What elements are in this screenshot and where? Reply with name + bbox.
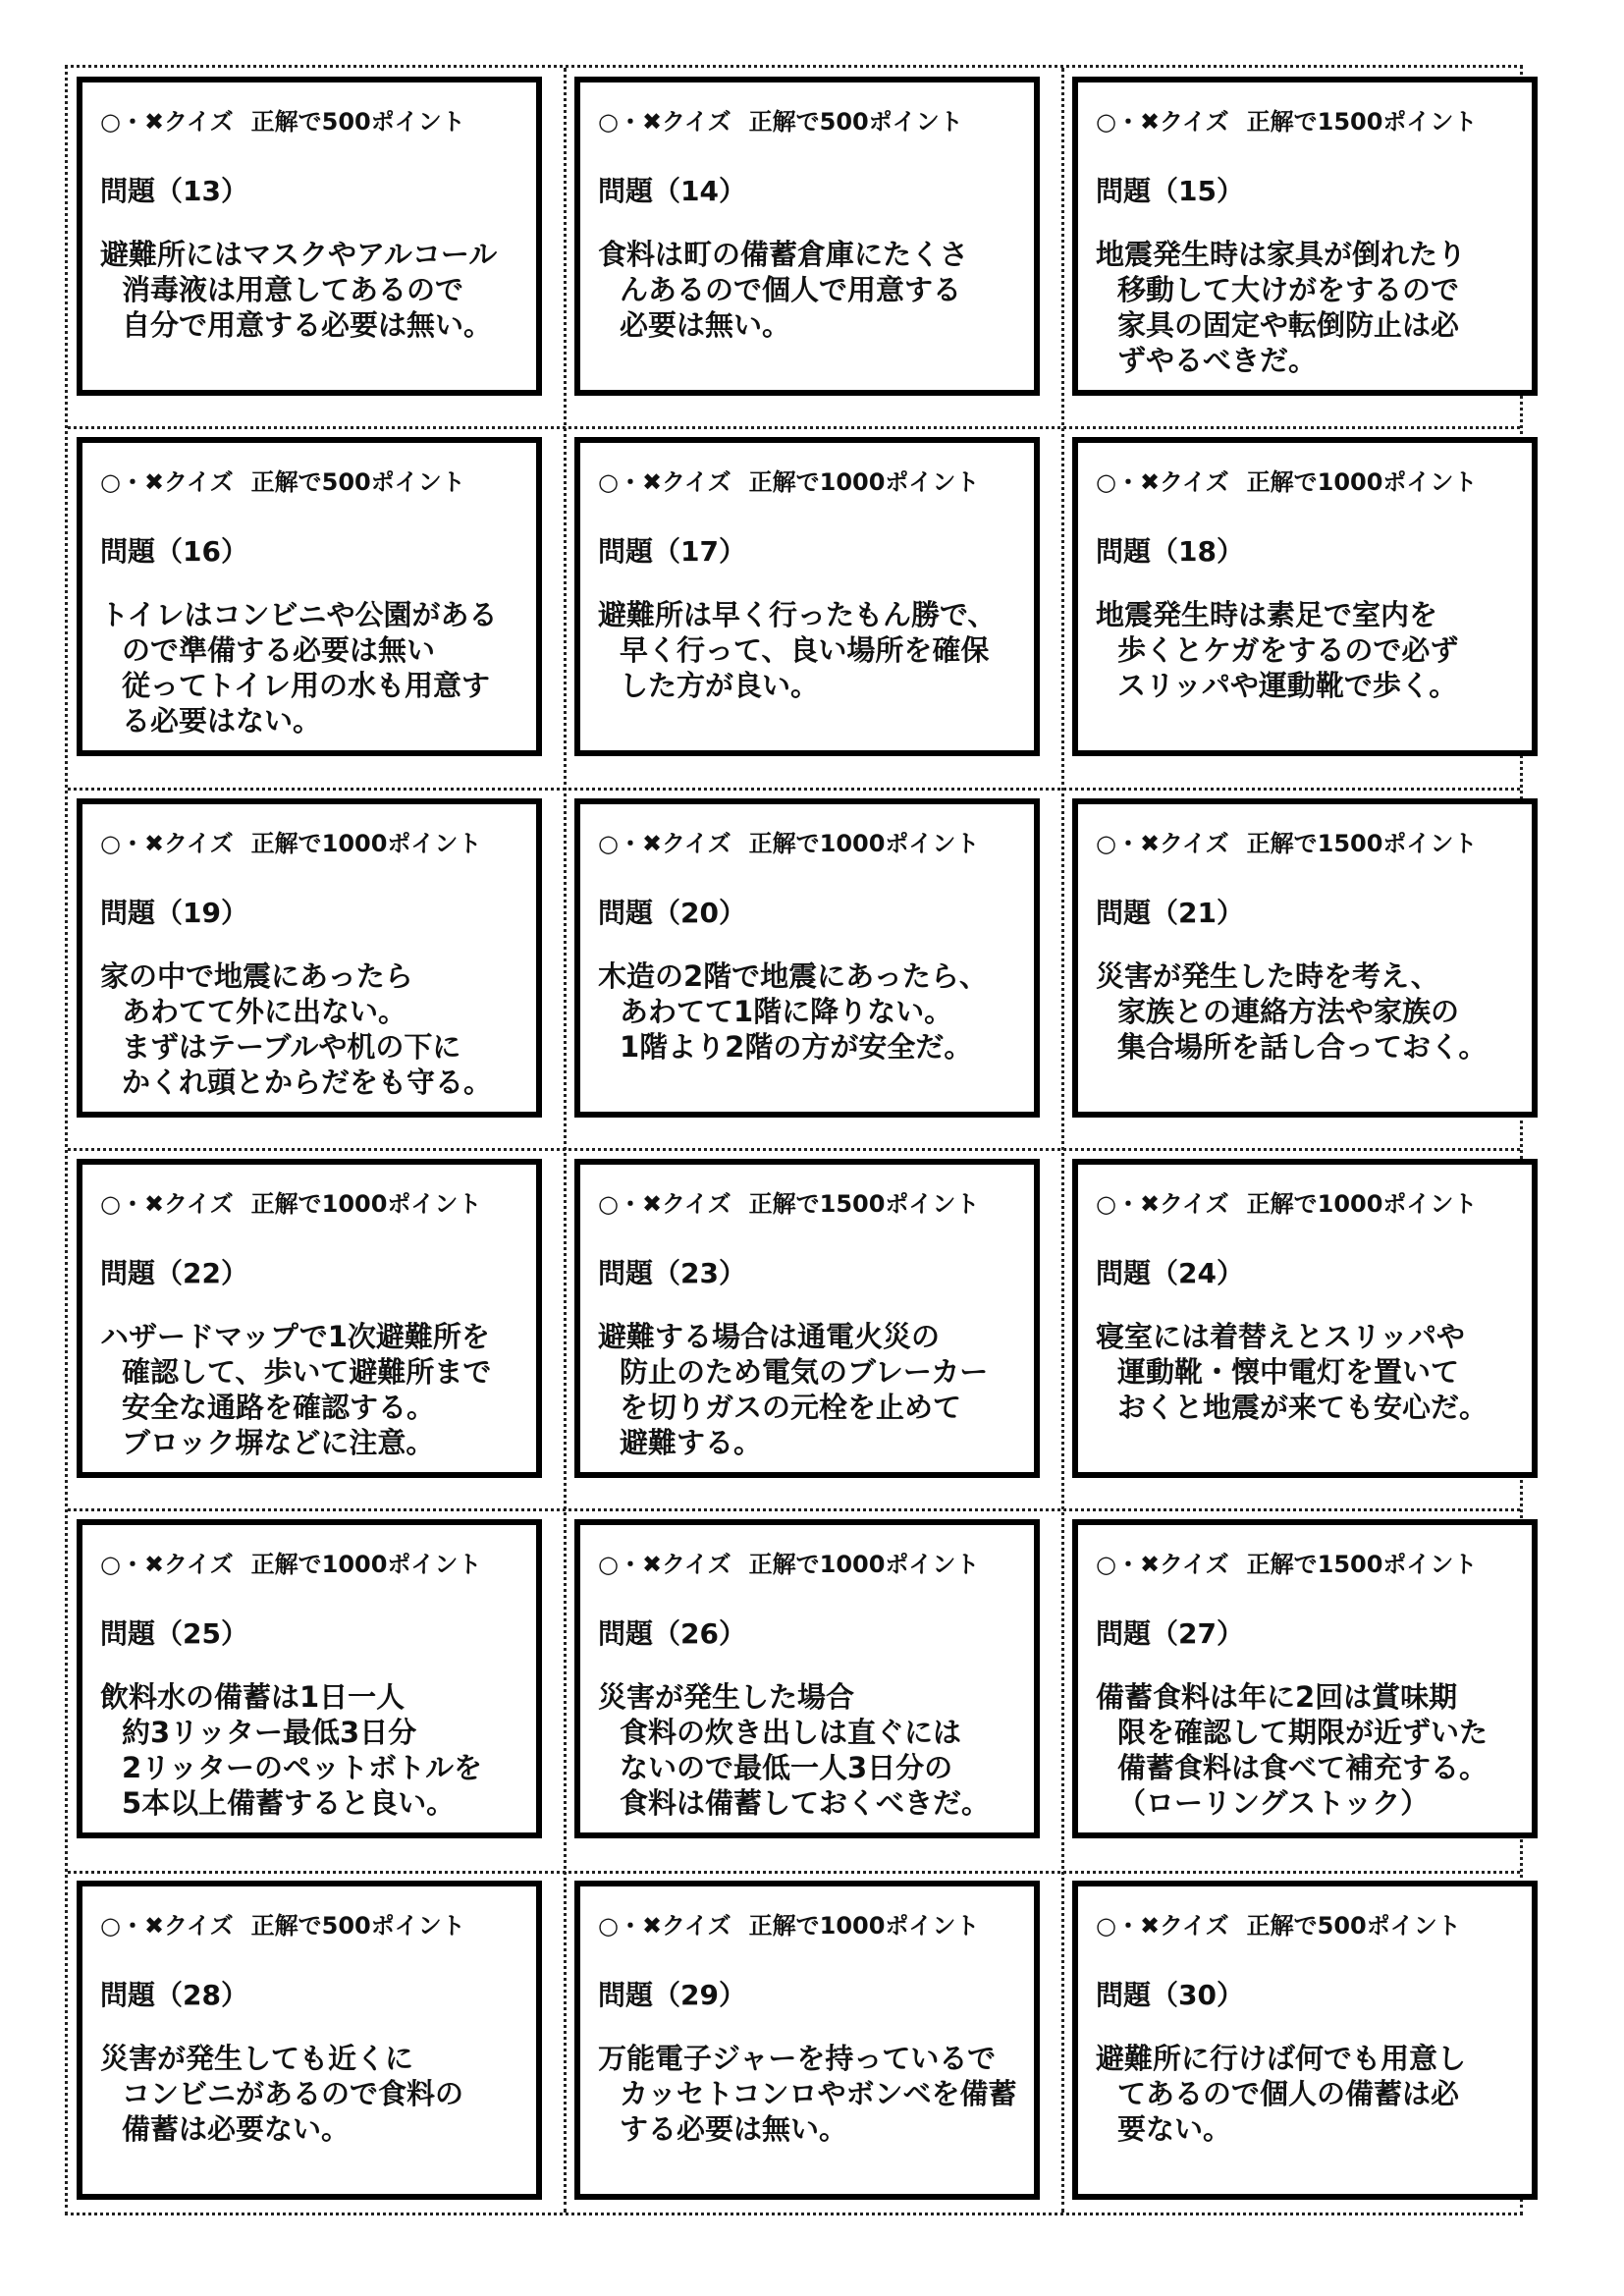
card-header [598, 824, 1016, 858]
question-line: した方が良い。 [620, 669, 820, 702]
card-header [598, 1184, 1016, 1219]
question-text [598, 1319, 1016, 1460]
quiz-type-label: ○・✖クイズ [598, 108, 731, 136]
cut-line-horizontal [68, 788, 1520, 791]
points-label: 正解で1500ポイント [748, 1190, 980, 1218]
question-text [100, 2041, 518, 2147]
question-text [100, 237, 518, 343]
question-number: 問題（19） [100, 897, 248, 929]
cut-line-vertical [564, 68, 567, 2213]
points-label: 正解で1000ポイント [250, 1551, 482, 1578]
points-label: 正解で1000ポイント [250, 830, 482, 857]
quiz-type-label: ○・✖クイズ [1096, 1190, 1229, 1218]
question-text [598, 958, 1016, 1065]
question-number: 問題（26） [598, 1617, 746, 1650]
cut-line-horizontal [68, 1148, 1520, 1151]
question-line: 5本以上備蓄すると良い。 [122, 1786, 456, 1820]
points-label: 正解で500ポイント [250, 1912, 465, 1940]
question-line: ずやるべきだ。 [1117, 344, 1318, 377]
points-label: 正解で500ポイント [250, 468, 465, 496]
question-text [1096, 597, 1514, 703]
card-header [598, 102, 1016, 137]
question-line: 必要は無い。 [620, 308, 791, 342]
quiz-card [77, 1881, 542, 2200]
question-line: 避難する。 [620, 1426, 763, 1459]
quiz-type-label: ○・✖クイズ [598, 468, 731, 496]
question-line: する必要は無い。 [620, 2112, 848, 2146]
quiz-type-label: ○・✖クイズ [100, 1912, 234, 1940]
card-header [598, 1545, 1016, 1579]
question-number: 問題（21） [1096, 897, 1244, 929]
quiz-type-label: ○・✖クイズ [1096, 1912, 1229, 1940]
question-text [598, 2041, 1016, 2147]
question-line: コンビニがあるので食料の [122, 2077, 464, 2110]
question-line: スリッパや運動靴で歩く。 [1117, 669, 1458, 702]
card-header [1096, 102, 1514, 137]
question-number: 問題（22） [100, 1257, 248, 1289]
question-line: 集合場所を話し合っておく。 [1117, 1030, 1488, 1064]
question-line: 歩くとケガをするので必ず [1117, 633, 1459, 667]
quiz-card [1072, 798, 1538, 1118]
question-line: 食料は町の備蓄倉庫にたくさ [598, 238, 969, 271]
quiz-type-label: ○・✖クイズ [598, 1912, 731, 1940]
cut-line-vertical [1061, 68, 1064, 2213]
quiz-card [574, 1519, 1040, 1838]
question-line: 地震発生時は家具が倒れたり [1096, 238, 1467, 271]
question-line: ブロック塀などに注意。 [122, 1426, 435, 1459]
question-text [100, 958, 518, 1100]
question-line: 家の中で地震にあったら [100, 959, 413, 993]
question-line: 移動して大けがをするので [1117, 273, 1460, 306]
points-label: 正解で1000ポイント [250, 1190, 482, 1218]
question-line: 家族との連絡方法や家族の [1117, 995, 1460, 1028]
card-header [100, 102, 518, 137]
question-line: 万能電子ジャーを持っているで [598, 2042, 997, 2075]
question-line: 地震発生時は素足で室内を [1096, 598, 1438, 631]
card-header [598, 463, 1016, 497]
question-line: （ローリングストック） [1117, 1786, 1430, 1820]
quiz-card [1072, 1519, 1538, 1838]
quiz-card [77, 798, 542, 1118]
card-header [1096, 463, 1514, 497]
quiz-card [77, 77, 542, 396]
question-text [598, 597, 1016, 703]
cut-line-horizontal [68, 1508, 1520, 1511]
card-header [100, 1184, 518, 1219]
question-number: 問題（14） [598, 175, 746, 207]
quiz-type-label: ○・✖クイズ [598, 830, 731, 857]
question-text [1096, 237, 1514, 378]
quiz-type-label: ○・✖クイズ [1096, 1551, 1229, 1578]
question-line: トイレはコンビニや公園がある [100, 598, 498, 631]
question-line: 2リッターのペットボトルを [122, 1751, 483, 1784]
question-number: 問題（28） [100, 1979, 248, 2011]
question-line: 食料の炊き出しは直ぐには [620, 1716, 962, 1749]
question-number: 問題（18） [1096, 535, 1244, 568]
points-label: 正解で1000ポイント [748, 468, 980, 496]
quiz-card [574, 798, 1040, 1118]
quiz-type-label: ○・✖クイズ [100, 1190, 234, 1218]
card-header [100, 824, 518, 858]
question-line: あわてて1階に降りない。 [620, 995, 953, 1028]
question-line: 木造の2階で地震にあったら、 [598, 959, 988, 993]
question-line: カッセトコンロやボンベを備蓄 [620, 2077, 1017, 2110]
question-line: 家具の固定や転倒防止は必 [1117, 308, 1460, 342]
question-line: 寝室には着替えとスリッパや [1096, 1320, 1465, 1353]
quiz-type-label: ○・✖クイズ [100, 1551, 234, 1578]
card-header [1096, 1545, 1514, 1579]
question-line: 災害が発生しても近くに [100, 2042, 414, 2075]
question-number: 問題（27） [1096, 1617, 1244, 1650]
points-label: 正解で1000ポイント [1246, 468, 1478, 496]
question-line: 自分で用意する必要は無い。 [122, 308, 493, 342]
card-header [1096, 824, 1514, 858]
points-label: 正解で1000ポイント [748, 830, 980, 857]
question-line: 避難所は早く行ったもん勝で、 [598, 598, 997, 631]
question-line: 防止のため電気のブレーカー [620, 1355, 989, 1389]
question-line: 災害が発生した時を考え、 [1096, 959, 1439, 993]
question-number: 問題（30） [1096, 1979, 1244, 2011]
points-label: 正解で1000ポイント [748, 1912, 980, 1940]
cut-line-horizontal [68, 426, 1520, 429]
question-line: 確認して、歩いて避難所まで [122, 1355, 492, 1389]
quiz-card [574, 77, 1040, 396]
quiz-type-label: ○・✖クイズ [1096, 108, 1229, 136]
question-line: んあるので個人で用意する [620, 273, 962, 306]
question-line: 消毒液は用意してあるので [122, 273, 464, 306]
question-number: 問題（17） [598, 535, 746, 568]
points-label: 正解で500ポイント [1246, 1912, 1461, 1940]
question-number: 問題（15） [1096, 175, 1244, 207]
question-line: 飲料水の備蓄は1日一人 [100, 1680, 406, 1714]
question-number: 問題（25） [100, 1617, 248, 1650]
quiz-card [574, 1881, 1040, 2200]
quiz-type-label: ○・✖クイズ [1096, 830, 1229, 857]
question-line: 避難所に行けば何でも用意し [1096, 2042, 1467, 2075]
question-line: ないので最低一人3日分の [620, 1751, 953, 1784]
points-label: 正解で1500ポイント [1246, 1551, 1478, 1578]
question-number: 問題（13） [100, 175, 248, 207]
quiz-card [1072, 1159, 1538, 1478]
points-label: 正解で500ポイント [748, 108, 963, 136]
question-line: 備蓄は必要ない。 [122, 2112, 351, 2146]
quiz-type-label: ○・✖クイズ [100, 468, 234, 496]
question-line: 備蓄食料は食べて補充する。 [1117, 1751, 1489, 1784]
question-text [100, 597, 518, 738]
question-line: 避難する場合は通電火災の [598, 1320, 941, 1353]
quiz-card [1072, 77, 1538, 396]
question-line: おくと地震が来ても安心だ。 [1117, 1391, 1489, 1424]
question-text [100, 1319, 518, 1460]
card-header [100, 1906, 518, 1941]
question-line: 1階より2階の方が安全だ。 [620, 1030, 973, 1064]
quiz-card [1072, 437, 1538, 756]
question-line: 避難所にはマスクやアルコール [100, 238, 498, 271]
question-line: あわてて外に出ない。 [122, 995, 407, 1028]
question-text [100, 1679, 518, 1821]
question-number: 問題（23） [598, 1257, 746, 1289]
question-line: 備蓄食料は年に2回は賞味期 [1096, 1680, 1458, 1714]
question-line: を切りガスの元栓を止めて [620, 1391, 962, 1424]
question-number: 問題（29） [598, 1979, 746, 2011]
card-header [598, 1906, 1016, 1941]
question-line: まずはテーブルや机の下に [122, 1030, 461, 1064]
quiz-card [574, 437, 1040, 756]
question-line: 食料は備蓄しておくべきだ。 [620, 1786, 991, 1820]
quiz-card [574, 1159, 1040, 1478]
question-text [598, 1679, 1016, 1821]
question-line: かくれ頭とからだをも守る。 [122, 1066, 493, 1099]
quiz-card [1072, 1881, 1538, 2200]
question-line: 安全な通路を確認する。 [122, 1391, 436, 1424]
question-line: 限を確認して期限が近ずいた [1117, 1716, 1489, 1749]
card-header [1096, 1184, 1514, 1219]
quiz-card [77, 1159, 542, 1478]
card-header [100, 463, 518, 497]
card-header [100, 1545, 518, 1579]
question-text [1096, 1319, 1514, 1425]
quiz-type-label: ○・✖クイズ [100, 108, 234, 136]
question-line: 従ってトイレ用の水も用意す [122, 669, 490, 702]
question-number: 問題（20） [598, 897, 746, 929]
question-number: 問題（24） [1096, 1257, 1244, 1289]
quiz-type-label: ○・✖クイズ [100, 830, 234, 857]
question-line: ので準備する必要は無い [122, 633, 436, 667]
question-line: 運動靴・懐中電灯を置いて [1117, 1355, 1460, 1389]
question-text [1096, 958, 1514, 1065]
question-line: る必要はない。 [122, 704, 322, 738]
question-line: 約3リッター最低3日分 [122, 1716, 417, 1749]
card-header [1096, 1906, 1514, 1941]
points-label: 正解で1500ポイント [1246, 830, 1478, 857]
points-label: 正解で1000ポイント [1246, 1190, 1478, 1218]
quiz-type-label: ○・✖クイズ [1096, 468, 1229, 496]
points-label: 正解で1500ポイント [1246, 108, 1478, 136]
question-line: 早く行って、良い場所を確保 [620, 633, 990, 667]
question-line: てあるので個人の備蓄は必 [1117, 2077, 1460, 2110]
points-label: 正解で500ポイント [250, 108, 465, 136]
quiz-card [77, 1519, 542, 1838]
question-text [1096, 1679, 1514, 1821]
question-line: 要ない。 [1117, 2112, 1232, 2146]
question-text [1096, 2041, 1514, 2147]
quiz-type-label: ○・✖クイズ [598, 1190, 731, 1218]
question-line: 災害が発生した場合 [598, 1680, 855, 1714]
points-label: 正解で1000ポイント [748, 1551, 980, 1578]
question-line: ハザードマップで1次避難所を [100, 1320, 490, 1353]
question-text [598, 237, 1016, 343]
quiz-card [77, 437, 542, 756]
question-number: 問題（16） [100, 535, 248, 568]
quiz-type-label: ○・✖クイズ [598, 1551, 731, 1578]
cut-line-horizontal [68, 1871, 1520, 1874]
